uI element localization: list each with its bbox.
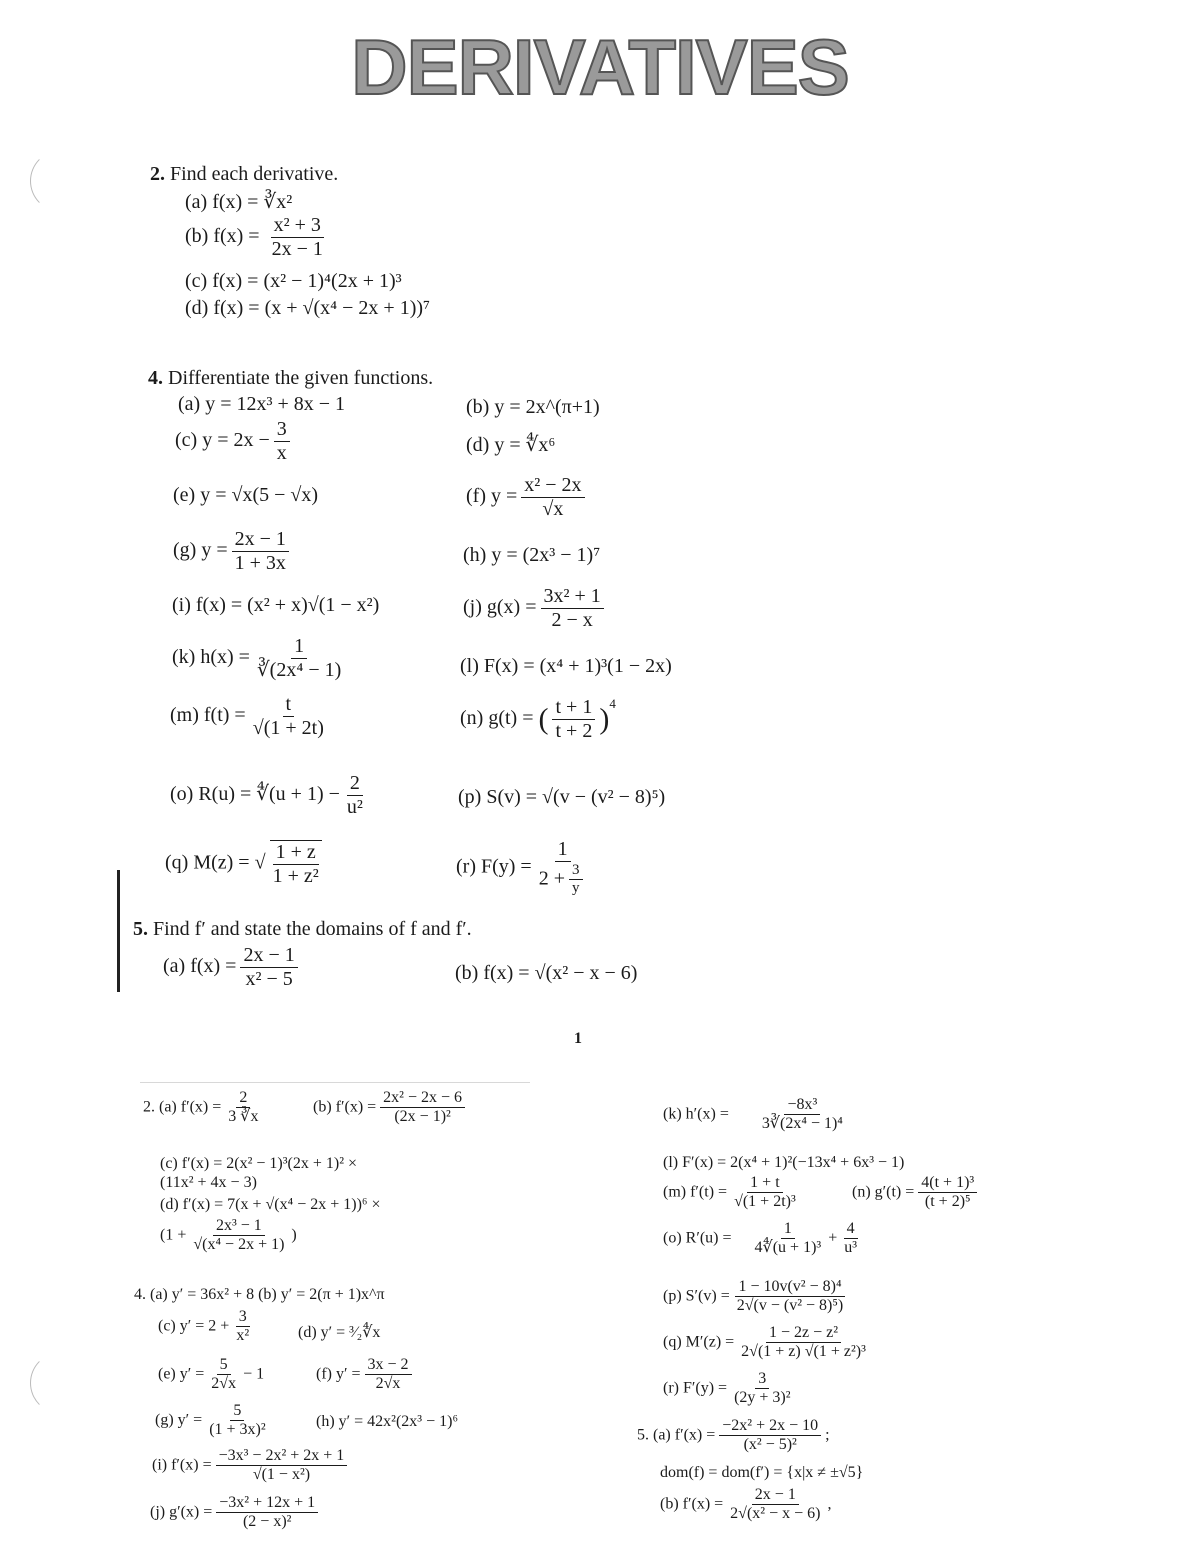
answer-4ab: 4. (a) y′ = 36x² + 8 (b) y′ = 2(π + 1)x^π	[134, 1286, 385, 1303]
answer-4d: (d) y′ = ³⁄₂∜x	[298, 1324, 381, 1341]
problem-number: 2.	[150, 163, 165, 185]
answer-4c: (c) y′ = 2 + $\frac{3}{\text{x²}}$	[158, 1308, 250, 1345]
answer-4g: (g) y′ = $\frac{5}{\text{(1 + 3x)²}}$	[155, 1402, 266, 1439]
answer-4n: (n) g′(t) = $\frac{\text{4(t + 1)³}}{\text{(t + 2)⁵}}$	[852, 1174, 981, 1212]
problem-4i: (i) f(x) = (x² + x)√(1 − x²)	[172, 594, 380, 616]
problem-4h: (h) y = (2x³ − 1)⁷	[463, 544, 601, 566]
problem-2b	[185, 214, 330, 261]
answer-4h: (h) y′ = 42x²(2x³ − 1)⁶	[316, 1413, 459, 1430]
answer-4l: (l) F′(x) = 2(x⁴ + 1)²(−13x⁴ + 6x³ − 1)	[663, 1154, 905, 1171]
problem-4r: (r) F(y) = 1 2 + $\frac{3}{y}$	[456, 838, 594, 898]
problem-4p: (p) S(v) = √(v − (v² − 8)⁵)	[458, 786, 666, 808]
problem-4-heading	[148, 367, 433, 390]
problem-4k: (k) h(x) = $\frac{1}{\text{∛(2x⁴ − 1)}}$	[172, 635, 342, 681]
item-expr: f(x) = (x² − 1)⁴(2x + 1)³	[212, 270, 402, 292]
problem-5-heading	[133, 918, 472, 941]
problem-text: Find f′ and state the domains of f and f′.	[153, 918, 472, 940]
problem-5b: (b) f(x) = √(x² − x − 6)	[455, 962, 638, 984]
answer-2b: (b) f′(x) = $\frac{\text{2x² − 2x − 6}}{\text{(2x − 1)²}}$	[313, 1089, 469, 1127]
item-expr: f(x) = (x + √(x⁴ − 2x + 1))⁷	[213, 297, 430, 319]
problem-4g: (g) y = $\frac{2x - 1}{1 + 3x}$	[173, 528, 293, 575]
answer-5a: 5. (a) f′(x) = $\frac{\text{−2x² + 2x − 10}}{\text{(x² − 5)²}}$ ;	[637, 1417, 830, 1454]
problem-4d: (d) y = ∜x⁶	[466, 434, 556, 456]
problem-4o: (o) R(u) = ∜(u + 1) − $\frac{2}{\text{u²}}$	[170, 772, 363, 818]
answer-4f: (f) y′ = $\frac{3x - 2}{2√x}$	[316, 1356, 416, 1394]
problem-2a	[185, 189, 292, 214]
problem-text: Differentiate the given functions.	[168, 367, 434, 389]
problem-2d	[185, 297, 430, 320]
problem-4j: (j) g(x) = $\frac{\text{3x² + 1}}{2 - x}$	[463, 585, 608, 632]
problem-number: 5.	[133, 918, 148, 940]
answer-4i: (i) f′(x) = $\frac{\text{−3x³ − 2x² + 2x + 1}}{\text{√(1 − x²)}}$	[152, 1447, 351, 1485]
item-label: (a)	[185, 191, 208, 213]
item-label: (b)	[185, 225, 209, 248]
answer-2d-line2: (1 + $\frac{\text{2x³ − 1}}{\text{√(x⁴ − 2x + 1)}}$ )	[160, 1217, 297, 1254]
problem-5a: (a) f(x) = $\frac{2x - 1}{\text{x² − 5}}$	[163, 944, 302, 991]
answer-2a: 2. (a) f′(x) = $\frac{2}{3 ∛x}$	[143, 1089, 259, 1126]
answer-4k: (k) h′(x) = $\frac{\text{−8x³}}{\text{3∛(2x⁴ − 1)⁴}}$	[663, 1096, 843, 1133]
problem-4q: (q) M(z) = √ $\frac{1 + z}{\text{1 + z²}}$	[165, 840, 326, 888]
answer-4m: (m) f′(t) = $\frac{1 + t}{\text{√(1 + 2t)³}}$	[663, 1174, 796, 1211]
item-expr: f(x) = ∛x²	[212, 191, 293, 213]
problem-number: 4.	[148, 367, 163, 389]
problem-4m: (m) f(t) = $\frac{t}{√(1 + 2t)}$	[170, 693, 324, 739]
answer-2d-line1: (d) f′(x) = 7(x + √(x⁴ − 2x + 1))⁶ ×	[160, 1196, 381, 1213]
problem-4n: (n) g(t) = ( $\frac{t + 1}{t + 2}$ )$^4$	[460, 696, 616, 742]
problem-text: Find each derivative.	[170, 163, 339, 185]
problem-4e: (e) y = √x(5 − √x)	[173, 484, 319, 506]
answer-2c-line1: (c) f′(x) = 2(x² − 1)³(2x + 1)² ×	[160, 1155, 358, 1172]
problem-2c	[185, 270, 402, 293]
page-title: DERIVATIVES	[351, 23, 849, 111]
fraction: $\frac{\text{x² + 3}}{2x - 1}$	[271, 214, 323, 260]
answer-4o: (o) R′(u) = $\frac{1}{\text{4∜(u + 1)³}}$ + $\frac{4}{\text{u³}}$	[663, 1220, 858, 1257]
punch-hole	[30, 1352, 92, 1414]
punch-hole	[30, 150, 92, 212]
answer-4e: (e) y′ = $\frac{5}{2√x}$ − 1	[158, 1356, 265, 1393]
page-number: 1	[574, 1030, 582, 1047]
answer-5-domain: dom(f) = dom(f′) = {x|x ≠ ±√5}	[660, 1464, 864, 1481]
problem-4f: (f) y = $\frac{\text{x² − 2x}}{√x}$	[466, 474, 589, 521]
problem-4a: (a) y = 12x³ + 8x − 1	[178, 393, 346, 415]
problem-4l: (l) F(x) = (x⁴ + 1)³(1 − 2x)	[460, 655, 672, 677]
answer-4q: (q) M′(z) = $\frac{\text{1 − 2z − z²}}{\text{2√(1 + z) √(1 + z²)³}}$	[663, 1324, 866, 1361]
item-label: (d)	[185, 297, 209, 319]
answer-2c-line2: (11x² + 4x − 3)	[160, 1174, 257, 1191]
problem-2-heading	[150, 163, 338, 186]
answer-4j: (j) g′(x) = $\frac{\text{−3x² + 12x + 1}}{\text{(2 − x)²}}$	[150, 1494, 322, 1532]
answers-divider	[140, 1082, 530, 1083]
problem-4c: (c) y = 2x − $\frac{3}{x}$	[175, 418, 294, 465]
answer-4r: (r) F′(y) = $\frac{3}{\text{(2y + 3)²}}$	[663, 1370, 791, 1407]
answer-4p: (p) S′(v) = $\frac{\text{1 − 10v(v² − 8)⁴}}{\text{2√(v − (v² − 8)⁵)}}$	[663, 1278, 844, 1315]
answer-5b: (b) f′(x) = $\frac{2x - 1}{\text{2√(x² − x − 6)}}$ ,	[660, 1486, 832, 1523]
problem-4b: (b) y = 2x^(π+1)	[466, 396, 600, 418]
item-lhs: f(x) =	[213, 225, 260, 248]
item-label: (c)	[185, 270, 208, 292]
margin-bar	[117, 870, 120, 992]
